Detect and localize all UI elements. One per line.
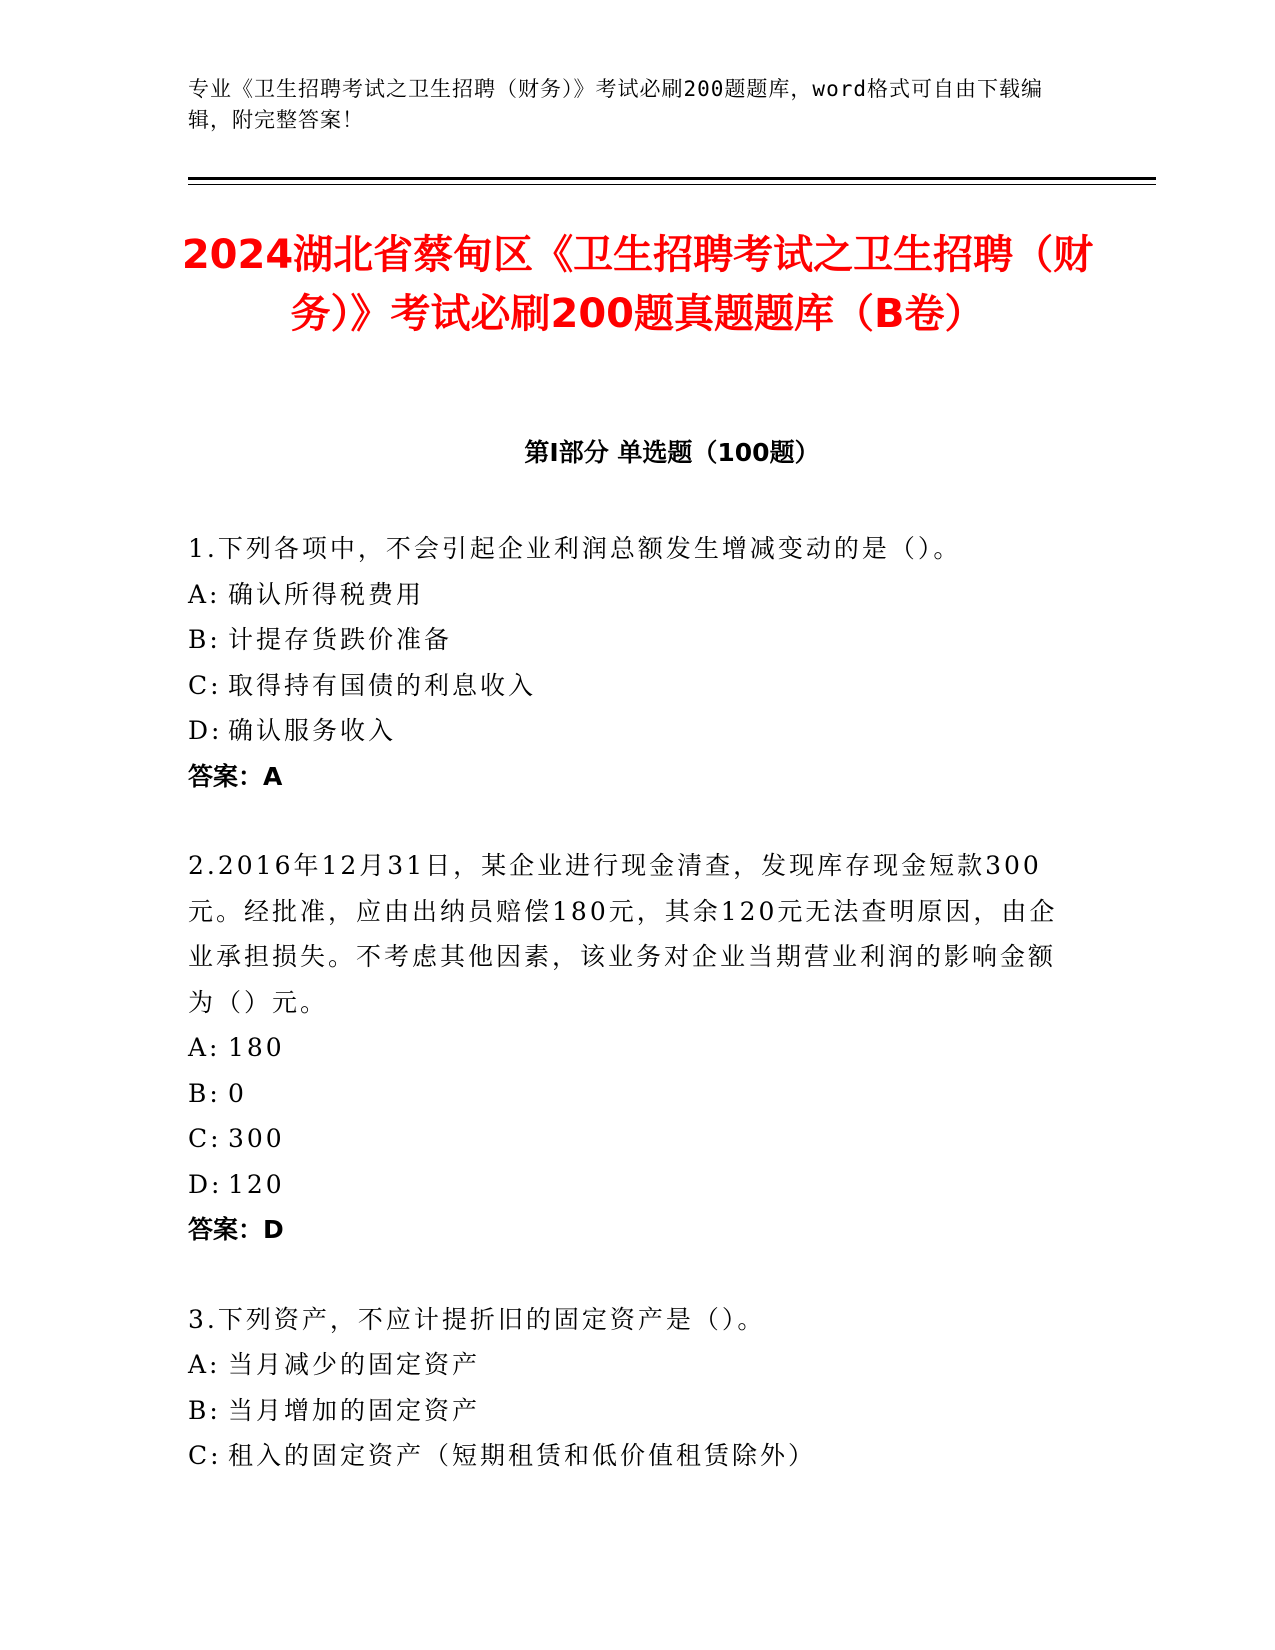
option-text: 当月减少的固定资产 xyxy=(228,1350,481,1379)
header-note: 专业《卫生招聘考试之卫生招聘（财务）》考试必刷200题题库，word格式可自由下载编辑，附完整答案！ xyxy=(188,77,1043,132)
document-title: 2024湖北省蔡甸区《卫生招聘考试之卫生招聘（财务）》考试必刷200题真题题库（B卷） xyxy=(181,232,1094,337)
question-1 xyxy=(188,526,1063,799)
option-d xyxy=(188,1162,1063,1208)
option-text: 当月增加的固定资产 xyxy=(228,1395,481,1425)
option-c xyxy=(188,1116,1063,1162)
header-divider-thin xyxy=(188,184,1156,185)
option-key: B: xyxy=(188,1395,221,1425)
option-text: 计提存货跌价准备 xyxy=(228,625,453,654)
option-text: 300 xyxy=(228,1124,285,1153)
option-a xyxy=(188,1342,1063,1388)
option-key: B: xyxy=(188,625,221,654)
header-divider-thick xyxy=(188,177,1156,180)
option-key: C: xyxy=(188,670,222,700)
question-stem: 1.下列各项中，不会引起企业利润总额发生增减变动的是（）。 xyxy=(188,534,962,563)
option-a xyxy=(188,1025,1063,1071)
option-text: 确认所得税费用 xyxy=(228,579,425,609)
question-stem: 3.下列资产，不应计提折旧的固定资产是（）。 xyxy=(188,1304,766,1334)
question-stem: 2.2016年12月31日，某企业进行现金清查，发现库存现金短款300元。经批准，应由出纳员赔偿180元，其余120元无法查明原因，由企业承担损失。不考虑其他因素，该业务对企业当期营业利润的影响金额为（）元。 xyxy=(188,851,1058,1017)
option-key: A: xyxy=(188,1350,221,1379)
option-text: 租入的固定资产（短期租赁和低价值租赁除外） xyxy=(228,1441,817,1470)
question-list xyxy=(188,526,1063,1523)
option-key: D: xyxy=(188,1169,223,1199)
option-d xyxy=(188,708,1063,754)
option-key: A: xyxy=(188,579,221,609)
option-b xyxy=(188,617,1063,663)
option-text: 取得持有国债的利息收入 xyxy=(228,670,537,700)
option-text: 180 xyxy=(228,1033,285,1062)
option-key: A: xyxy=(188,1033,221,1062)
option-c xyxy=(188,1433,1063,1479)
answer-text: 答案：A xyxy=(188,761,283,791)
answer-text: 答案：D xyxy=(188,1215,284,1244)
option-key: D: xyxy=(188,716,223,745)
option-text: 确认服务收入 xyxy=(228,716,397,745)
question-2 xyxy=(188,843,1063,1253)
option-text: 120 xyxy=(228,1169,285,1199)
option-text: 0 xyxy=(228,1078,247,1108)
option-c xyxy=(188,663,1063,709)
section-title: 第I部分 单选题（100题） xyxy=(524,438,820,467)
option-a xyxy=(188,572,1063,618)
question-3 xyxy=(188,1297,1063,1479)
option-b xyxy=(188,1388,1063,1434)
option-key: C: xyxy=(188,1441,222,1470)
option-key: B: xyxy=(188,1078,221,1108)
option-b xyxy=(188,1071,1063,1117)
option-key: C: xyxy=(188,1124,222,1153)
